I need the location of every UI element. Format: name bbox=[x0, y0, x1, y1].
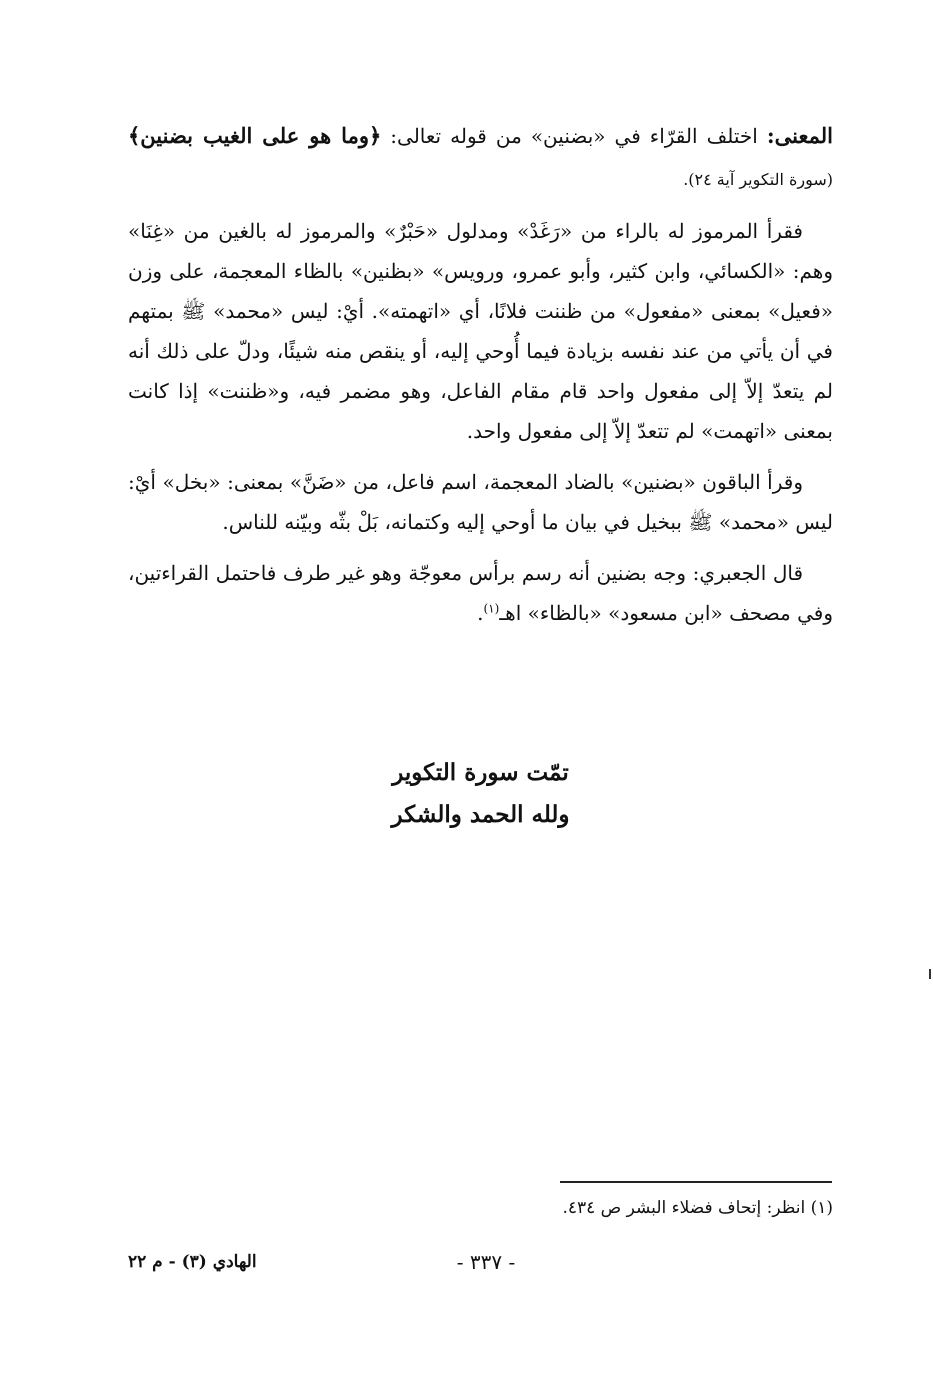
scan-edge-mark bbox=[929, 969, 931, 979]
paragraph-zha-reading: فقرأ المرموز له بالراء من «رَغَدْ» ومدلول «حَبْرٌ» والمرموز له بالغين من «غِنَا» وهم: «الكسائي، وابن كثير، وأبو عمرو، ورويس» «بظنين» بالظاء المعجمة، على وزن «فعيل» بمعنى «مفعول» من ظننت فلانًا، أي «اتهمته». أيْ: ليس «محمد» ﷺ بمتهم في أن يأتي من عند نفسه بزيادة فيما أُوحي إليه، أو ينقص منه شيئًا، ودلّ على ذلك أنه لم يتعدّ إلاّ إلى مفعول واحد قام مقام الفاعل، وهو مضمر فيه، و«ظننت» إذا كانت بمعنى «اتهمت» لم تتعدّ إلاّ إلى مفعول واحد. bbox=[128, 219, 833, 443]
paragraph-dad-reading: وقرأ الباقون «بضنين» بالضاد المعجمة، اسم فاعل، من «ضَنَّ» بمعنى: «بخل» أيْ: ليس «محمد» ﷺ ببخيل في بيان ما أوحي إليه وكتمانه، بَلْ بثّه وبيّنه للناس. bbox=[128, 470, 833, 534]
quran-verse: ﴿وما هو على الغيب بضنين﴾ bbox=[128, 123, 382, 148]
paragraph-jabari bbox=[128, 553, 833, 633]
paragraph-meaning-text: اختلف القرّاء في «بضنين» من قوله تعالى: bbox=[381, 124, 767, 148]
paragraph-jabari-text: قال الجعبري: وجه بضنين أنه رسم برأس معوجّة وهو غير طرف فاحتمل القراءتين، وفي مصحف «ابن مسعود» «بالظاء» اهـ bbox=[128, 561, 833, 625]
footnote: (١) انظر: إتحاف فضلاء البشر ص ٤٣٤. bbox=[562, 1198, 833, 1218]
closing-line-1: تمّت سورة التكوير bbox=[392, 759, 569, 786]
footnote-reference: (١) bbox=[483, 601, 500, 616]
term-meaning: المعنى: bbox=[766, 123, 833, 148]
signature-mark: الهادي (٣) - م ٢٢ bbox=[128, 1252, 257, 1272]
page-number: - ٣٣٧ - bbox=[456, 1250, 516, 1274]
closing-line-2: ولله الحمد والشكر bbox=[391, 801, 570, 828]
paragraph-jabari-end: . bbox=[477, 601, 484, 625]
main-text bbox=[128, 116, 833, 644]
footnote-divider bbox=[560, 1181, 832, 1183]
surah-closing bbox=[128, 752, 833, 836]
verse-reference: (سورة التكوير آية ٢٤). bbox=[683, 170, 833, 189]
paragraph-meaning bbox=[128, 116, 833, 200]
